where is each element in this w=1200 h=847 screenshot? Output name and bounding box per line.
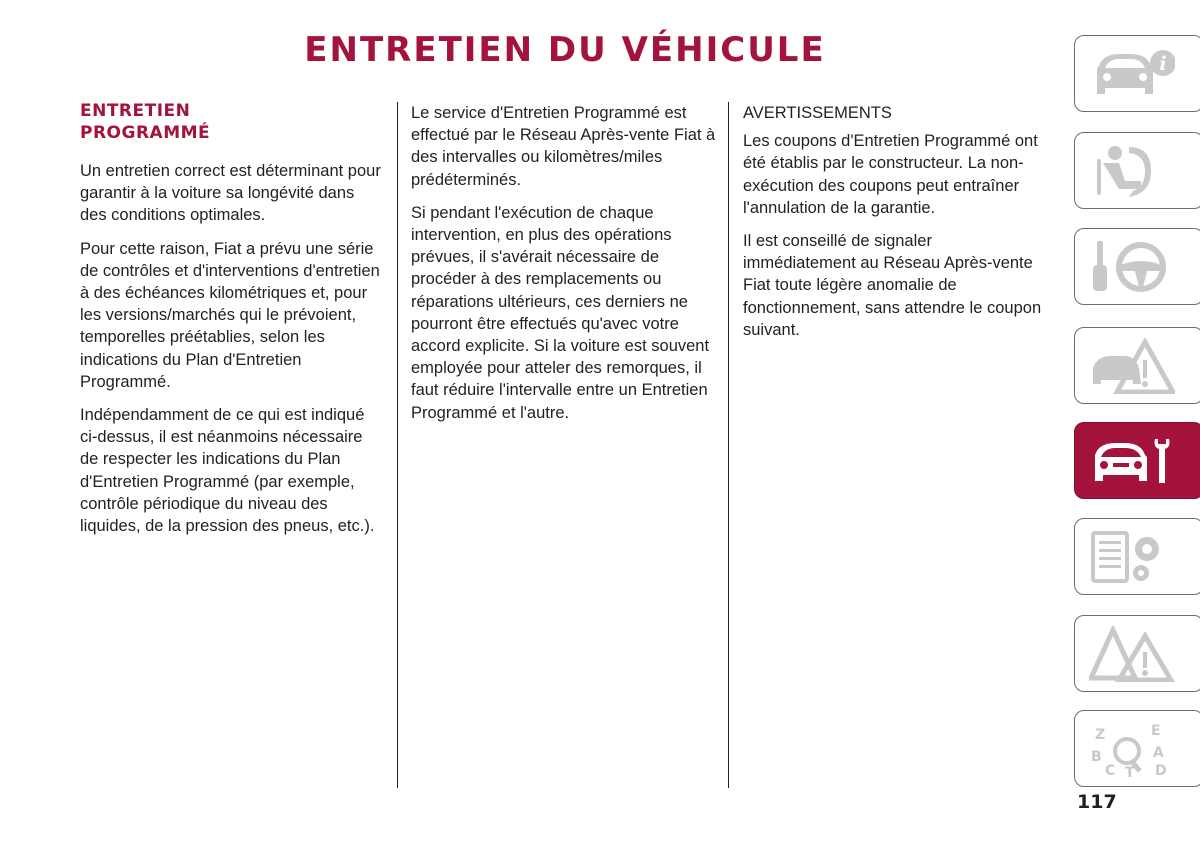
tab-maintenance[interactable] [1074, 422, 1200, 499]
column-divider [397, 102, 398, 788]
tab-technical-specs[interactable] [1074, 518, 1200, 595]
warnings-heading: AVERTISSEMENTS [743, 104, 892, 122]
index-letter: D [1155, 762, 1167, 777]
index-abc-icon [1089, 721, 1175, 777]
paragraph: Les coupons d'Entretien Programmé ont été établis par le constructeur. La non-exécution des coupons peut entraîner l'annulation de la garantie. [743, 132, 1038, 217]
column-1 [80, 100, 385, 548]
column-3 [743, 102, 1043, 352]
page-number: 117 [1077, 791, 1117, 813]
paragraph: Le service d'Entretien Programmé est effectué par le Réseau Après-vente Fiat à des intervalles ou kilomètres/miles prédéterminés. [411, 104, 716, 189]
section-heading-line-2: PROGRAMMÉ [80, 123, 211, 143]
paragraph: Indépendamment de ce qui est indiqué ci-dessus, il est néanmoins nécessaire de respecter les indications du Plan d'Entretien Programmé (par exemple, contrôle périodique du niveau des liquides, de la pression des pneus, etc.). [80, 406, 375, 536]
car-info-icon [1089, 46, 1175, 102]
index-letter: A [1153, 744, 1164, 761]
specs-gears-icon [1089, 529, 1175, 585]
seat-airbag-icon [1089, 143, 1175, 199]
page-title: ENTRETIEN DU VÉHICULE [304, 30, 826, 70]
tab-index[interactable] [1074, 710, 1200, 787]
car-wrench-icon [1089, 433, 1175, 489]
paragraph: Pour cette raison, Fiat a prévu une série de contrôles et d'interventions d'entretien à des échéances kilométriques et, pour les versions/marchés qui le prévoient, temporelles préétablies, selon les indications du Plan d'Entretien Programmé. [80, 239, 380, 391]
tab-driving[interactable] [1074, 228, 1200, 305]
paragraph: Si pendant l'exécution de chaque intervention, en plus des opérations prévues, il s'avérait nécessaire de procéder à des remplacements ou réparations ultérieurs, ces derniers ne pourront être effectués qu'avec votre accord explicite. Si la voiture est souvent employée pour atteler des remorques, il faut réduire l'intervalle entre un Entretien Programmé et l'autre. [411, 203, 710, 422]
tab-warnings[interactable] [1074, 615, 1200, 692]
section-heading-line-1: ENTRETIEN [80, 101, 191, 121]
tab-vehicle-knowledge[interactable] [1074, 35, 1200, 112]
svg-text:i: i [1159, 52, 1167, 75]
index-letter: E [1151, 722, 1161, 739]
index-letter: B [1091, 748, 1102, 765]
index-letter: T [1125, 764, 1135, 777]
index-letter: C [1105, 762, 1116, 777]
section-heading [80, 100, 385, 144]
warning-triangles-icon [1089, 626, 1175, 682]
paragraph: Un entretien correct est déterminant pour garantir à la voiture sa longévité dans des conditions optimales. [80, 162, 381, 225]
index-letter: Z [1095, 726, 1106, 743]
column-2 [411, 102, 716, 435]
tab-safety[interactable] [1074, 132, 1200, 209]
column-divider [728, 102, 729, 788]
tab-emergency[interactable] [1074, 327, 1200, 404]
emergency-crash-icon [1089, 338, 1175, 394]
paragraph: Il est conseillé de signaler immédiatement au Réseau Après-vente Fiat toute légère anomalie de fonctionnement, sans attendre le coupon suivant. [743, 232, 1042, 339]
steering-key-icon [1089, 239, 1175, 295]
